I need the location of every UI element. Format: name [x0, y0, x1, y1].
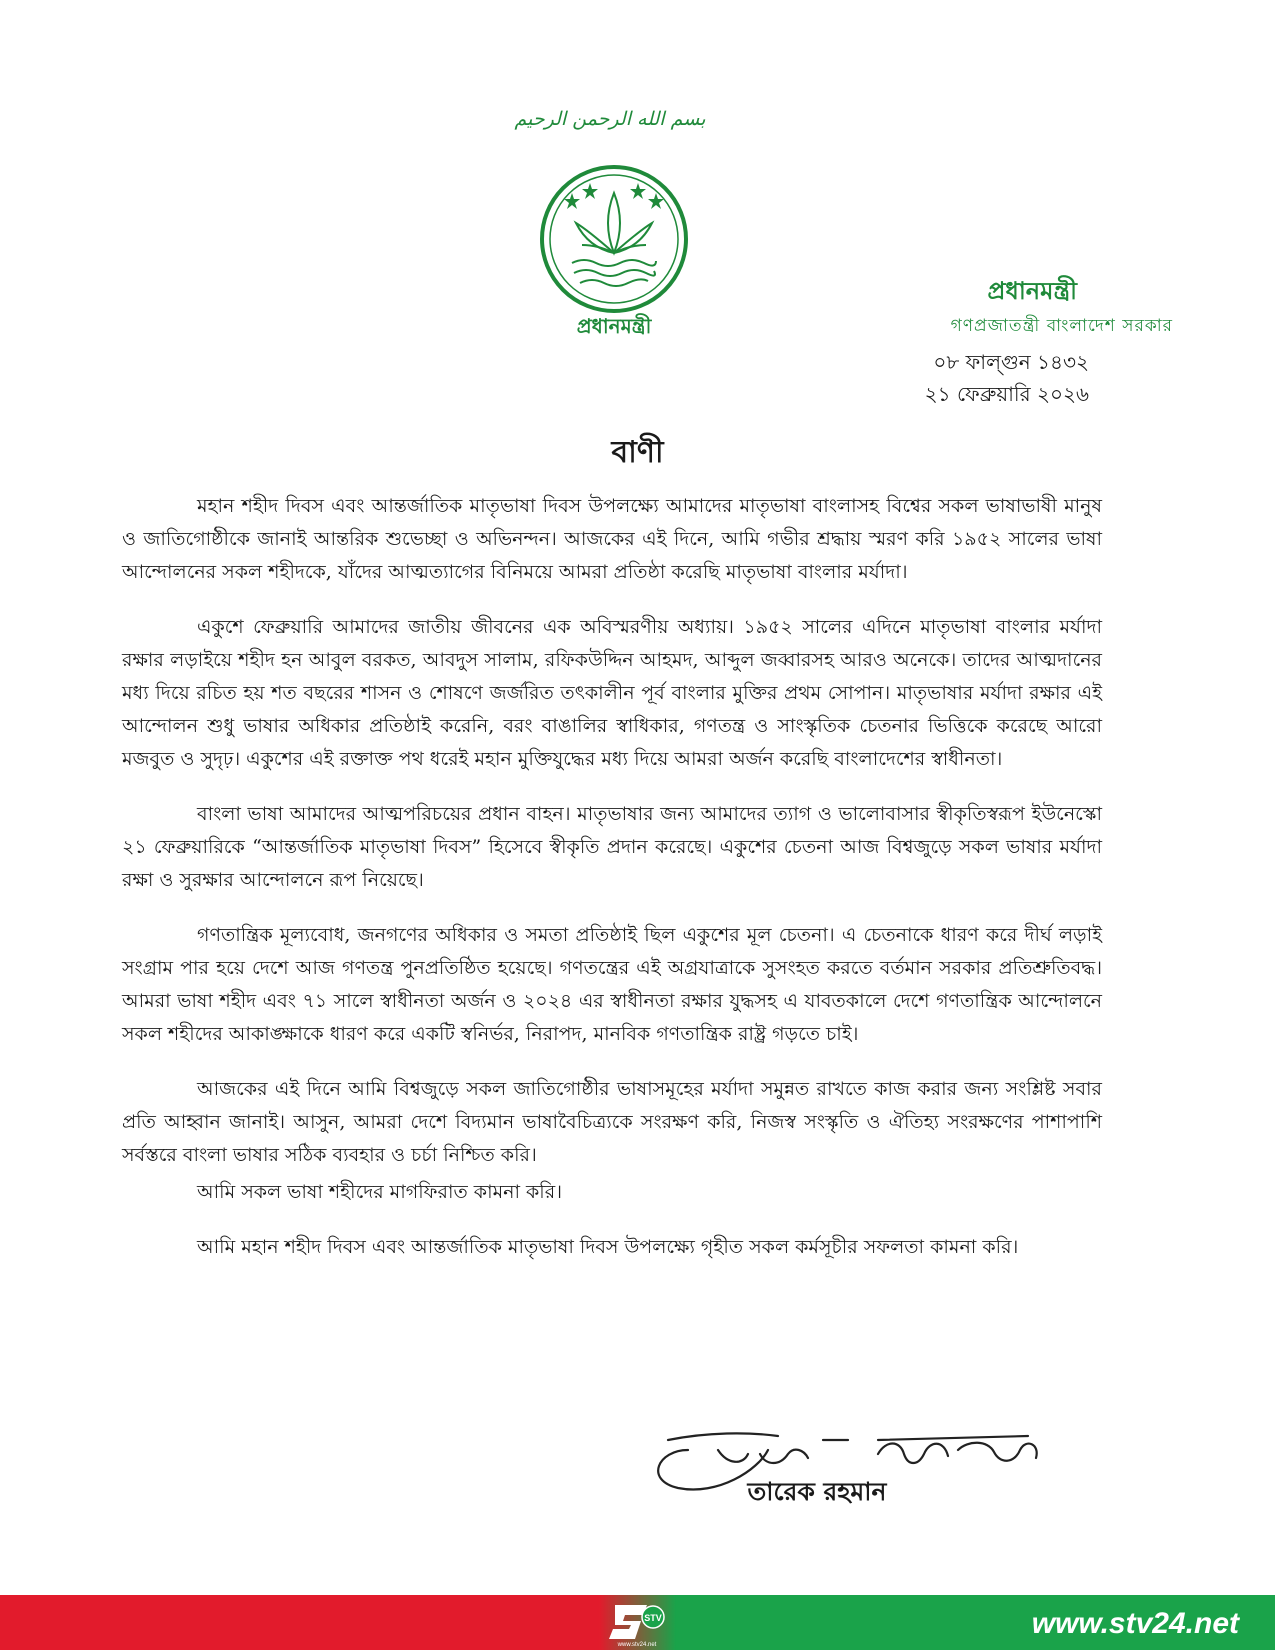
message-body [122, 490, 1102, 1286]
stv-logo-icon[interactable] [607, 1597, 671, 1647]
paragraph: আমি সকল ভাষা শহীদের মাগফিরাত কামনা করি। [197, 1181, 562, 1203]
paragraph: গণতান্ত্রিক মূল্যবোধ, জনগণের অধিকার ও সমতা প্রতিষ্ঠাই ছিল একুশের মূল চেতনা। এ চেতনাকে ধারণ করে দীর্ঘ লড়াই সংগ্রাম পার হয়ে দেশে আজ গণতন্ত্র পুনপ্রতিষ্ঠিত হয়েছে। গণতন্ত্রের এই অগ্রযাত্রাকে সুসংহত করতে বর্তমান সরকার প্রতিশ্রুতিবদ্ধ। আমরা ভাষা শহীদ এবং ৭১ সালে স্বাধীনতা অর্জন ও ২০২৪ এর স্বাধীনতা রক্ষার যুদ্ধসহ এ যাবতকালে দেশে গণতান্ত্রিক আন্দোলনে সকল শহীদের আকাঙ্ক্ষাকে ধারণ করে একটি স্বনির্ভর, নিরাপদ, মানবিক গণতান্ত্রিক রাষ্ট্র গড়তে চাই। [122, 924, 1102, 1045]
government-name: গণপ্রজাতন্ত্রী বাংলাদেশ সরকার [950, 316, 1173, 336]
paragraph: আমি মহান শহীদ দিবস এবং আন্তর্জাতিক মাতৃভাষা দিবস উপলক্ষ্যে গৃহীত সকল কর্মসূচীর সফলতা কামনা করি। [197, 1236, 1019, 1258]
date-gregorian: ২১ ফেব্রুয়ারি ২০২৬ [924, 382, 1089, 406]
paragraph: মহান শহীদ দিবস এবং আন্তর্জাতিক মাতৃভাষা দিবস উপলক্ষ্যে আমাদের মাতৃভাষা বাংলাসহ বিশ্বের সকল ভাষাভাষী মানুষ ও জাতিগোষ্ঠীকে জানাই আন্তরিক শুভেচ্ছা ও অভিনন্দন। আজকের এই দিনে, আমি গভীর শ্রদ্ধায় স্মরণ করি ১৯৫২ সালের ভাষা আন্দোলনের সকল শহীদকে, যাঁদের আত্মত্যাগের বিনিময়ে আমরা প্রতিষ্ঠা করেছি মাতৃভাষা বাংলার মর্যাদা। [122, 495, 1102, 583]
date-bangla: ০৮ ফাল্গুন ১৪৩২ [933, 350, 1089, 374]
signer-name: তারেক রহমান [747, 1477, 887, 1506]
website-link[interactable]: www.stv24.net [1031, 1607, 1239, 1640]
paragraph: একুশে ফেব্রুয়ারি আমাদের জাতীয় জীবনের এক অবিস্মরণীয় অধ্যায়। ১৯৫২ সালের এদিনে মাতৃভাষা বাংলার মর্যাদা রক্ষার লড়াইয়ে শহীদ হন আবুল বরকত, আবদুস সালাম, রফিকউদ্দিন আহমদ, আব্দুল জব্বারসহ আরও অনেকে। তাদের আত্মদানের মধ্য দিয়ে রচিত হয় শত বছরের শাসন ও শোষণে জর্জরিত তৎকালীন পূর্ব বাংলার মুক্তির প্রথম সোপান। মাতৃভাষার মর্যাদা রক্ষার এই আন্দোলন শুধু ভাষার অধিকার প্রতিষ্ঠাই করেনি, বরং বাঙালির স্বাধিকার, গণতন্ত্র ও সাংস্কৃতিক চেতনার ভিত্তিকে করেছে আরো মজবুত ও সুদৃঢ়। একুশের এই রক্তাক্ত পথ ধরেই মহান মুক্তিযুদ্ধের মধ্য দিয়ে আমরা অর্জন করেছি বাংলাদেশের স্বাধীনতা। [122, 616, 1102, 770]
paragraph: আজকের এই দিনে আমি বিশ্বজুড়ে সকল জাতিগোষ্ঠীর ভাষাসমূহের মর্যাদা সমুন্নত রাখতে কাজ করার জন্য সংশ্লিষ্ট সবার প্রতি আহ্বান জানাই। আসুন, আমরা দেশে বিদ্যমান ভাষাবৈচিত্র্যকে সংরক্ষণ করি, নিজস্ব সংস্কৃতি ও ঐতিহ্য সংরক্ষণের পাশাপাশি সর্বস্তরে বাংলা ভাষার সঠিক ব্যবহার ও চর্চা নিশ্চিত করি। [122, 1078, 1102, 1166]
seal-caption: প্রধানমন্ত্রী [576, 314, 652, 338]
bismillah-calligraphy: بسم الله الرحمن الرحيم [514, 108, 706, 130]
seal-icon [532, 163, 696, 341]
page-title: বাণী [611, 435, 664, 470]
footer-banner [0, 1595, 1275, 1650]
logo-label: STV [644, 1613, 662, 1623]
office-title: প্রধানমন্ত্রী [987, 277, 1077, 305]
paragraph: বাংলা ভাষা আমাদের আত্মপরিচয়ের প্রধান বাহন। মাতৃভাষার জন্য আমাদের ত্যাগ ও ভালোবাসার স্বীকৃতিস্বরূপ ইউনেস্কো ২১ ফেব্রুয়ারিকে “আন্তর্জাতিক মাতৃভাষা দিবস” হিসেবে স্বীকৃতি প্রদান করেছে। একুশের চেতনা আজ বিশ্বজুড়ে সকল ভাষার মর্যাদা রক্ষা ও সুরক্ষার আন্দোলনে রূপ নিয়েছে। [122, 803, 1102, 891]
logo-subtext: www.stv24.net [617, 1642, 657, 1647]
